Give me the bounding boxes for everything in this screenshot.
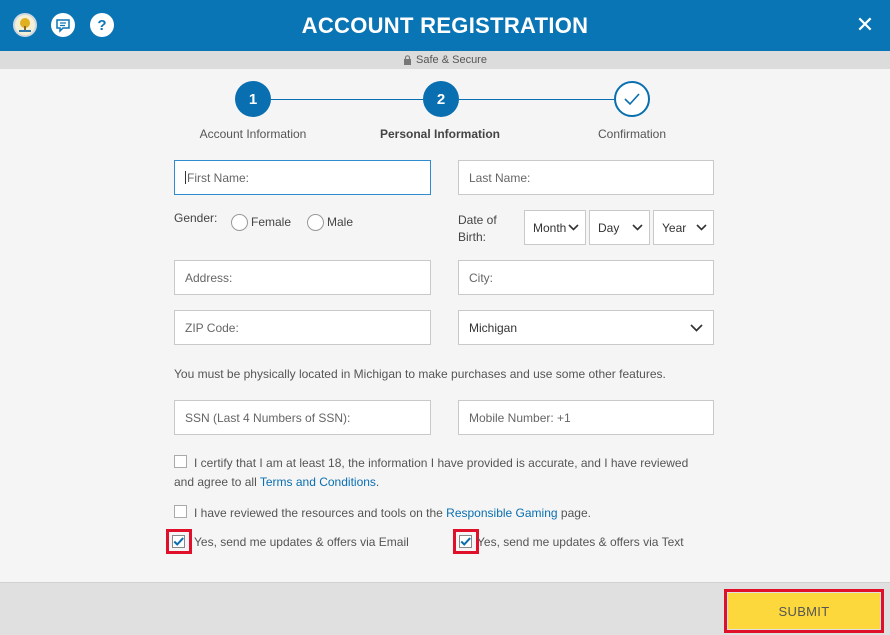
zip-code-input[interactable]: ZIP Code: [174,310,431,345]
step-2-circle: 2 [423,81,459,117]
terms-link[interactable]: Terms and Conditions [259,475,376,489]
responsible-gaming-link[interactable]: Responsible Gaming [446,506,558,520]
gender-male-label: Male [327,215,354,229]
step-connector-1 [271,99,423,100]
dob-day-select[interactable]: Day [589,210,650,245]
email-opt-in-label: Yes, send me updates & offers via Email [194,535,409,549]
step-2-label: Personal Information [379,127,501,141]
dob-label-line2: Birth: [458,230,487,244]
submit-button[interactable]: SUBMIT [728,593,880,629]
lottery-logo-icon[interactable] [13,13,37,37]
state-select[interactable]: Michigan [458,310,714,345]
ssn-input[interactable]: SSN (Last 4 Numbers of SSN): [174,400,431,435]
chat-icon[interactable] [51,13,75,37]
checkmark-icon [623,92,641,106]
certify-text-line2: and agree to all Terms and Conditions. [174,475,380,489]
step-1-label: Account Information [199,127,307,141]
gender-female-radio[interactable] [231,214,248,231]
security-bar [0,51,890,69]
chevron-down-icon [696,224,707,231]
page-title: ACCOUNT REGISTRATION [301,13,589,38]
location-note: You must be physically located in Michigan to make purchases and use some other features. [174,367,666,381]
checkmark-icon [173,536,184,547]
certify-checkbox[interactable] [174,455,187,468]
close-icon[interactable]: ✕ [855,12,875,37]
step-1-circle: 1 [235,81,271,117]
chevron-down-icon [568,224,579,231]
step-3-label: Confirmation [597,127,667,141]
chevron-down-icon [632,224,643,231]
mobile-number-input[interactable]: Mobile Number: +1 [458,400,714,435]
step-connector-2 [459,99,614,100]
first-name-input[interactable]: First Name: [174,160,431,195]
last-name-input[interactable]: Last Name: [458,160,714,195]
step-3-circle [614,81,650,117]
dob-month-select[interactable]: Month [524,210,586,245]
certify-text-line1: I certify that I am at least 18, the information I have provided is accurate, and I have reviewed [194,456,689,470]
gender-label: Gender: [174,211,218,225]
text-opt-in-label: Yes, send me updates & offers via Text [477,535,684,549]
email-opt-in-checkbox[interactable] [172,535,185,548]
address-input[interactable]: Address: [174,260,431,295]
security-note: Safe & Secure [416,54,487,66]
text-opt-in-checkbox[interactable] [459,535,472,548]
help-icon[interactable]: ? [90,13,114,37]
dob-year-select[interactable]: Year [653,210,714,245]
lock-icon [403,55,412,65]
chevron-down-icon [690,324,703,332]
responsible-gaming-checkbox[interactable] [174,505,187,518]
city-input[interactable]: City: [458,260,714,295]
registration-form-area [0,69,890,582]
responsible-gaming-text: I have reviewed the resources and tools on the Responsible Gaming page. [194,506,591,520]
title-bar [0,0,890,51]
gender-male-radio[interactable] [307,214,324,231]
submit-highlight [724,589,884,633]
checkmark-icon [460,536,471,547]
gender-female-label: Female [251,215,292,229]
dob-label-line1: Date of [458,213,497,227]
